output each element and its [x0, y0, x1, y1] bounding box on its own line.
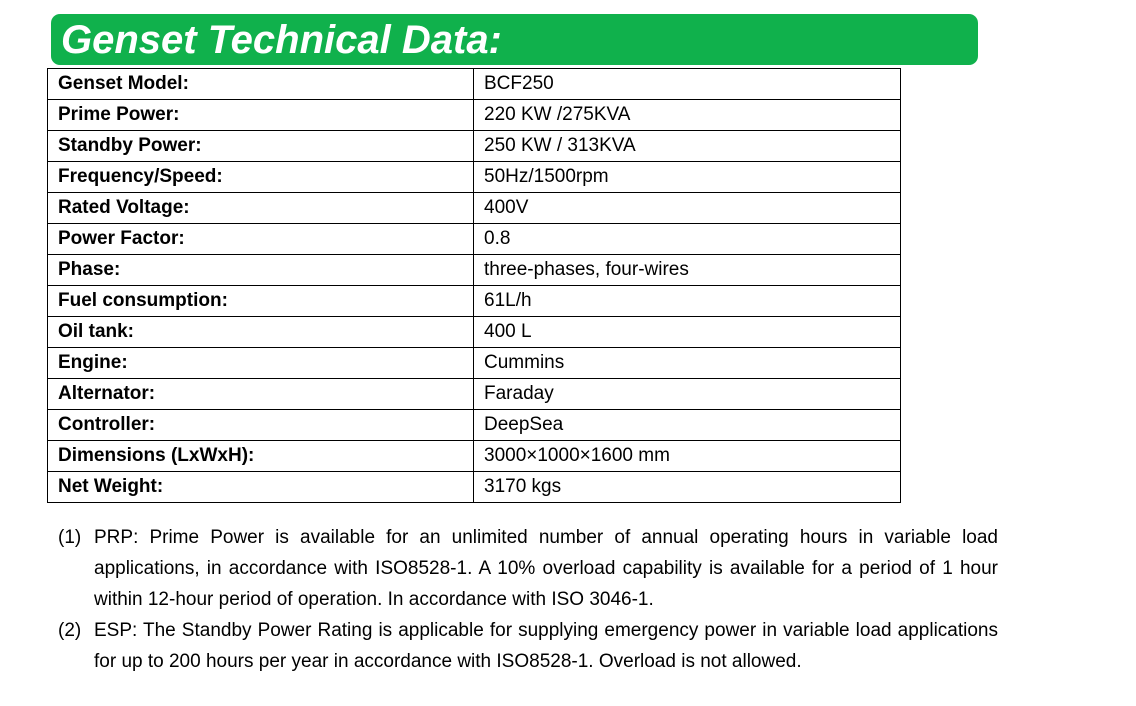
spec-value: 3000×1000×1600 mm [474, 441, 901, 472]
spec-value: 0.8 [474, 224, 901, 255]
table-row [48, 286, 901, 317]
spec-value: 50Hz/1500rpm [474, 162, 901, 193]
spec-value: three-phases, four-wires [474, 255, 901, 286]
spec-label: Alternator: [48, 379, 474, 410]
footnote-prp [58, 522, 998, 615]
spec-value: 3170 kgs [474, 472, 901, 503]
section-header-banner [51, 14, 978, 65]
spec-value: 250 KW / 313KVA [474, 131, 901, 162]
spec-label: Controller: [48, 410, 474, 441]
table-row [48, 410, 901, 441]
spec-value: BCF250 [474, 69, 901, 100]
table-row [48, 131, 901, 162]
spec-label: Frequency/Speed: [48, 162, 474, 193]
table-row [48, 379, 901, 410]
table-row [48, 317, 901, 348]
table-row [48, 472, 901, 503]
table-row [48, 441, 901, 472]
spec-value: 61L/h [474, 286, 901, 317]
footnote-marker: (2) [58, 620, 82, 641]
spec-label: Dimensions (LxWxH): [48, 441, 474, 472]
spec-value: Cummins [474, 348, 901, 379]
table-row [48, 69, 901, 100]
table-row [48, 100, 901, 131]
footnote-marker: (1) [58, 527, 82, 548]
spec-value: 400V [474, 193, 901, 224]
footnotes [58, 522, 998, 677]
genset-spec-table [47, 68, 901, 503]
page-title: Genset Technical Data: [61, 18, 502, 62]
spec-label: Net Weight: [48, 472, 474, 503]
spec-label: Standby Power: [48, 131, 474, 162]
table-row [48, 255, 901, 286]
table-row [48, 162, 901, 193]
footnote-text: PRP: Prime Power is available for an unlimited number of annual operating hours in variable load applications, in accordance with ISO8528-1. A 10% overload capability is available for a period of 1 hour within 12-hour period of operation. In accordance with ISO 3046-1. [94, 527, 998, 610]
spec-value: 400 L [474, 317, 901, 348]
spec-value: DeepSea [474, 410, 901, 441]
spec-label: Fuel consumption: [48, 286, 474, 317]
spec-label: Rated Voltage: [48, 193, 474, 224]
spec-label: Prime Power: [48, 100, 474, 131]
spec-value: 220 KW /275KVA [474, 100, 901, 131]
footnote-text: ESP: The Standby Power Rating is applicable for supplying emergency power in variable load applications for up to 200 hours per year in accordance with ISO8528-1. Overload is not allowed. [94, 620, 998, 672]
table-row [48, 224, 901, 255]
table-row [48, 348, 901, 379]
spec-label: Power Factor: [48, 224, 474, 255]
spec-label: Genset Model: [48, 69, 474, 100]
spec-label: Engine: [48, 348, 474, 379]
spec-label: Phase: [48, 255, 474, 286]
spec-label: Oil tank: [48, 317, 474, 348]
footnote-esp [58, 615, 998, 677]
spec-value: Faraday [474, 379, 901, 410]
table-row [48, 193, 901, 224]
